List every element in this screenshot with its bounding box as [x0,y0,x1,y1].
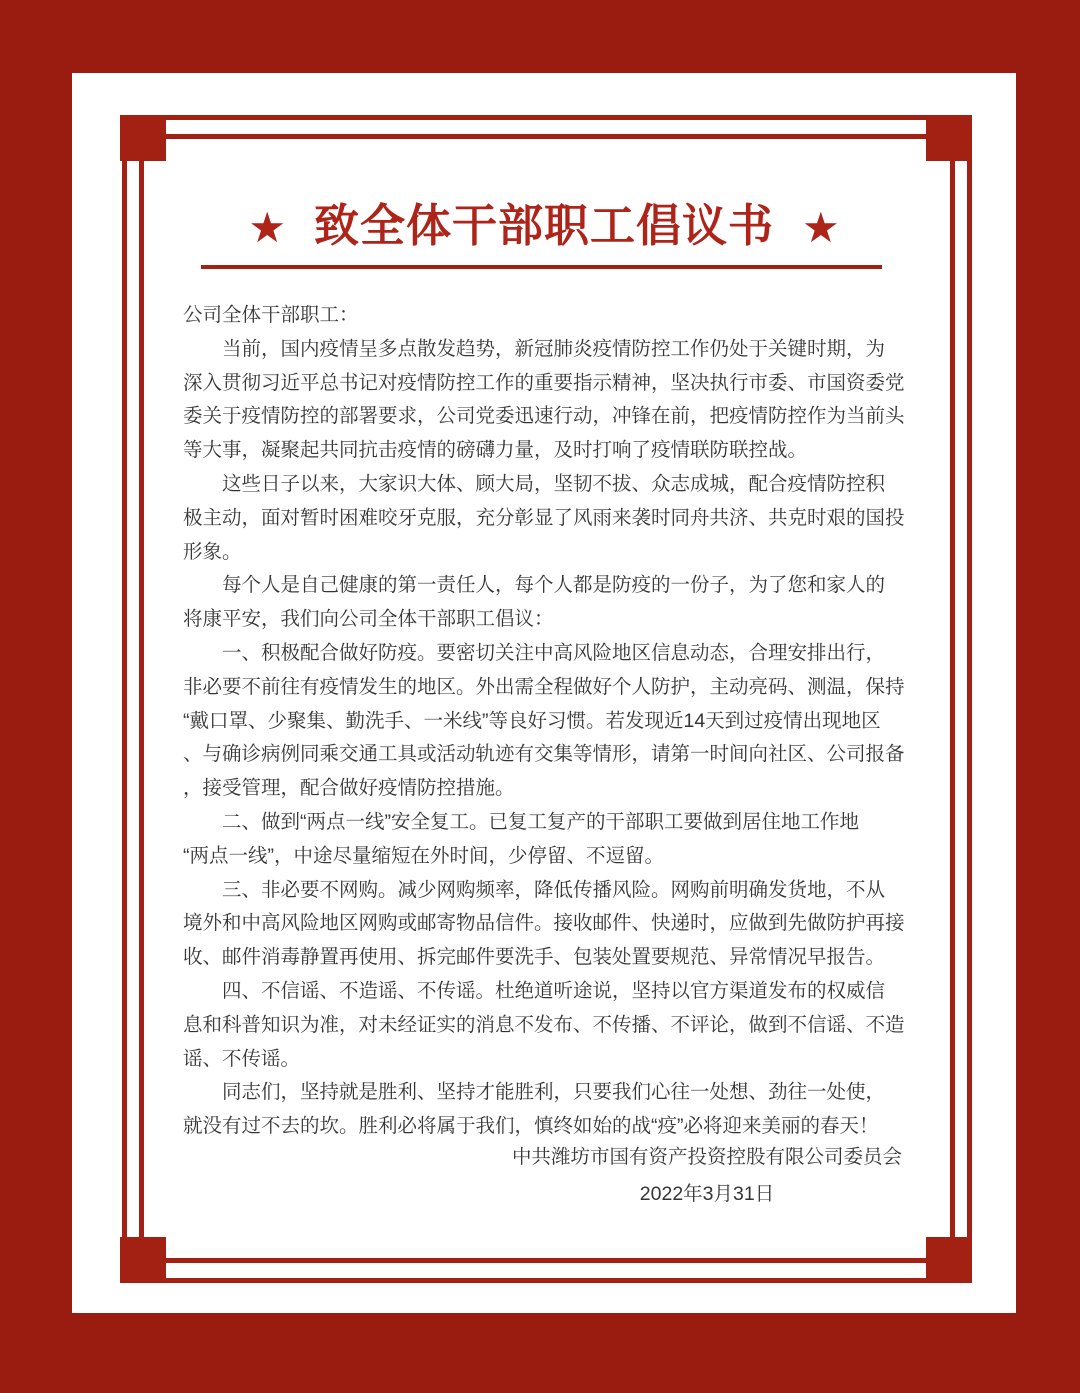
signature-org: 中共潍坊市国有资产投资控股有限公司委员会 [511,1146,902,1168]
body-line: 境外和中高风险地区网购或邮寄物品信件。接收邮件、快递时，应做到先做防护再接 [183,912,905,935]
body-line: 形象。 [183,540,242,563]
body-line: 四、不信谣、不造谣、不传谣。杜绝道听途说，坚持以官方渠道发布的权威信 [183,979,886,1002]
frame-corner-top-left [120,115,166,161]
signature-date: 2022年3月31日 [639,1182,775,1205]
body-line: 将康平安，我们向公司全体干部职工倡议： [183,608,554,631]
body-line: 收、邮件消毒静置再使用、拆完邮件要洗手、包装处置要规范、异常情况早报告。 [183,946,886,969]
body-text [183,299,923,1144]
title-underline [201,265,882,269]
body-line: 非必要不前往有疫情发生的地区。外出需全程做好个人防护，主动亮码、测温，保持 [183,675,905,698]
body-line: 息和科普知识为准，对未经证实的消息不发布、不传播、不评论，做到不信谣、不造 [183,1013,905,1036]
frame-corner-bottom-left [120,1237,166,1283]
body-line: 极主动，面对暂时困难咬牙克服，充分彰显了风雨来袭时同舟共济、共克时艰的国投 [183,506,905,529]
body-line: 二、做到“两点一线”安全复工。已复工复产的干部职工要做到居住地工作地 [183,810,859,833]
frame-corner-bottom-right [926,1237,972,1283]
body-line: 谣、不传谣。 [183,1047,301,1070]
body-line: 公司全体干部职工： [183,304,359,326]
body-line: 同志们，坚持就是胜利、坚持才能胜利，只要我们心往一处想、劲往一处使， [183,1081,886,1104]
page-title: 致全体干部职工倡议书 [313,200,774,251]
body-line: 、与确诊病例同乘交通工具或活动轨迹有交集等情形，请第一时间向社区、公司报备 [183,743,905,766]
body-line: 等大事，凝聚起共同抗击疫情的磅礴力量，及时打响了疫情联防联控战。 [183,439,808,462]
body-line: 当前，国内疫情呈多点散发趋势，新冠肺炎疫情防控工作仍处于关键时期，为 [183,337,886,360]
document-page [72,73,1016,1313]
body-line: 三、非必要不网购。减少网购频率，降低传播风险。网购前明确发货地，不从 [183,878,886,901]
body-line: 就没有过不去的坎。胜利必将属于我们，慎终如始的战“疫”必将迎来美丽的春天！ [183,1115,879,1138]
star-right-icon: ★ [802,204,840,251]
body-line: “戴口罩、少聚集、勤洗手、一米线”等良好习惯。若发现近14天到过疫情出现地区 [183,709,881,732]
body-line: 委关于疫情防控的部署要求，公司党委迅速行动，冲锋在前，把疫情防控作为当前头 [183,405,905,428]
star-left-icon: ★ [248,204,286,251]
body-line: 这些日子以来，大家识大体、顾大局，坚韧不拔、众志成城，配合疫情防控积 [183,472,886,495]
signature-block [512,1139,902,1212]
title-row [72,189,1016,263]
body-line: 深入贯彻习近平总书记对疫情防控工作的重要指示精神，坚决执行市委、市国资委党 [183,371,905,394]
body-line: “两点一线”，中途尽量缩短在外时间，少停留、不逗留。 [183,844,664,867]
body-line: ，接受管理，配合做好疫情防控措施。 [183,777,515,800]
body-line: 一、积极配合做好防疫。要密切关注中高风险地区信息动态，合理安排出行， [183,641,886,664]
body-line: 每个人是自己健康的第一责任人，每个人都是防疫的一份子，为了您和家人的 [183,574,886,597]
frame-corner-top-right [926,115,972,161]
